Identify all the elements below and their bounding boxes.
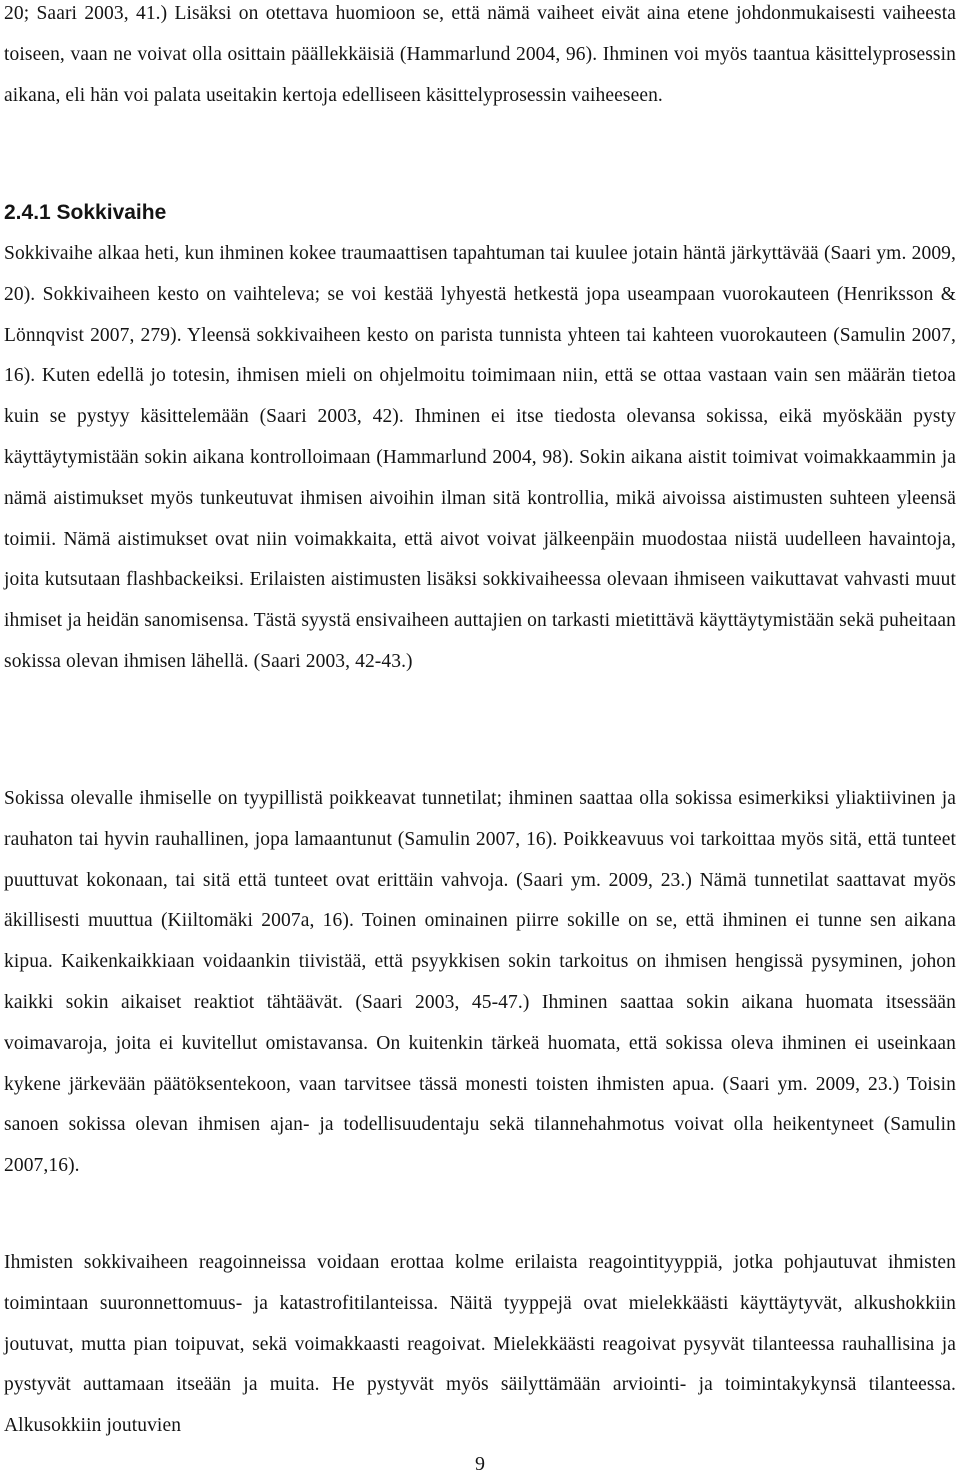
paragraph-shock-phase-3: Ihmisten sokkivaiheen reagoinneissa voidaan erottaa kolme erilaista reagointityyppiä, jotka pohjautuvat ihmisten toimintaan suuronnettomuus- ja katastrofitilanteissa. Näitä tyyppejä ovat mielekkäästi käyttäytyvät, alkushokkiin joutuvat, mutta pian toipuvat, sekä voimakkaasti reagoivat. Mielekkäästi reagoivat pysyvät tilanteessa rauhallisina ja pystyvät auttamaan itseään ja muita. He pystyvät myös säilyttämään arviointi- ja toimintakykynsä tilanteessa. Alkusokkiin joutuvien: [4, 1252, 956, 1437]
paragraph-intro: 20; Saari 2003, 41.) Lisäksi on otettava huomioon se, että nämä vaiheet eivät aina etene johdonmukaisesti vaiheesta toiseen, vaan ne voivat olla osittain päällekkäisiä (Hammarlund 2004, 96). Ihminen voi myös taantua käsittelyprosessin aikana, eli hän voi palata useitakin kertoja edelliseen käsittelyprosessin vaiheeseen.: [4, 3, 956, 106]
paragraph-shock-phase-1: Sokkivaihe alkaa heti, kun ihminen kokee traumaattisen tapahtuman tai kuulee jotain häntä järkyttävää (Saari ym. 2009, 20). Sokkivaiheen kesto on vaihteleva; se voi kestää lyhyestä hetkestä jopa useampaan vuorokauteen (Henriksson & Lönnqvist 2007, 279). Yleensä sokkivaiheen kesto on parista tunnista yhteen tai kahteen vuorokauteen (Samulin 2007, 16). Kuten edellä jo totesin, ihmisen mieli on ohjelmoitu toimimaan niin, että se ottaa vastaan vain sen määrän tietoa kuin se pystyy käsittelemään (Saari 2003, 42). Ihminen ei itse tiedosta olevansa sokissa, eikä myöskään pysty käyttäytymistään sokin aikana kontrolloimaan (Hammarlund 2004, 98). Sokin aikana aistit toimivat voimakkaammin ja nämä aistimukset myös tunkeutuvat ihmisen aivoihin ilman sitä kontrollia, mikä aivoissa aistimusten suhteen yleensä toimii. Nämä aistimukset ovat niin voimakkaita, että aivot voivat jälkeenpäin muodostaa niistä uudelleen havaintoja, joita kutsutaan flashbackeiksi. Erilaisten aistimusten lisäksi sokkivaiheessa olevaan ihmiseen vaikuttavat vahvasti muut ihmiset ja heidän sanomisensa. Tästä syystä ensivaiheen auttajien on tarkasti mietittävä käyttäytymistään sekä puheitaan sokissa olevan ihmisen lähellä. (Saari 2003, 42-43.): [4, 243, 956, 672]
section-heading: 2.4.1 Sokkivaihe: [4, 201, 167, 224]
page-number: 9: [475, 1453, 485, 1475]
paragraph-shock-phase-2: Sokissa olevalle ihmiselle on tyypillistä poikkeavat tunnetilat; ihminen saattaa olla sokissa esimerkiksi yliaktiivinen ja rauhaton tai hyvin rauhallinen, jopa lamaantunut (Samulin 2007, 16). Poikkeavuus voi tarkoittaa myös sitä, että tunteet puuttuvat kokonaan, tai sitä että tunteet ovat erittäin vahvoja. (Saari ym. 2009, 23.) Nämä tunnetilat saattavat myös äkillisesti muuttua (Kiiltomäki 2007a, 16). Toinen ominainen piirre sokille on se, että ihminen ei tunne sen aikana kipua. Kaikenkaikkiaan voidaankin tiivistää, että psyykkisen sokin tarkoitus on ihmisen hengissä pysyminen, johon kaikki sokin aikaiset reaktiot tähtäävät. (Saari 2003, 45-47.) Ihminen saattaa sokin aikana huomata itsessään voimavaroja, joita ei kuvitellut omistavansa. On kuitenkin tärkeä huomata, että sokissa oleva ihminen ei useinkaan kykene järkevään päätöksentekoon, vaan tarvitsee tässä monesti toisten ihmisten apua. (Saari ym. 2009, 23.) Toisin sanoen sokissa olevan ihmisen ajan- ja todellisuudentaju sekä tilannehahmotus voivat olla heikentyneet (Samulin 2007,16).: [4, 788, 956, 1177]
